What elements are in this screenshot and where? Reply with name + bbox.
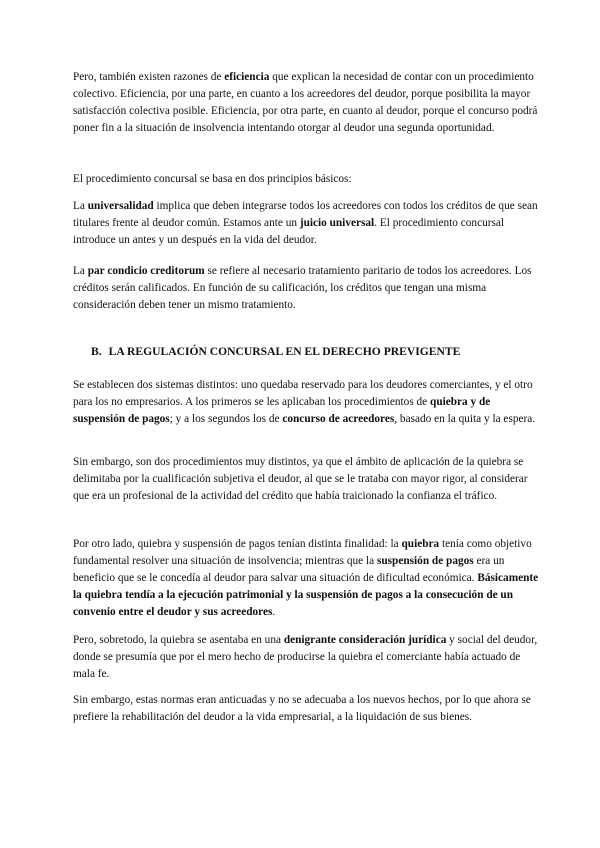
bold-term-quiebra-suspension: quiebra y de suspensión de pagos [73,396,491,425]
section-heading [91,343,551,360]
text: Pero, sobretodo, la quiebra se asentaba en una [73,634,284,646]
bold-term-suspension-pagos: suspensión de pagos [376,555,474,567]
bold-term-juicio-universal: juicio universal [299,217,375,229]
bold-term-denigrante: denigrante consideración jurídica [283,634,447,646]
paragraph-procedimientos [73,454,543,505]
paragraph-universalidad [73,198,543,249]
text: Pero, también existen razones de [73,71,225,83]
text: Sin embargo, estas normas eran anticuadas y no se adecuaba a los nuevos hechos, por lo que ahora se prefiere la rehabilitación del deudor a la vida empresarial, a la liquidación de sus bienes. [73,694,531,723]
bold-term-par-condicio: par condicio creditorum [87,265,205,277]
paragraph-denigrante [73,632,543,683]
text: Sin embargo, son dos procedimientos muy distintos, ya que el ámbito de aplicación de la quiebra se delimitaba por la cualificación subjetiva el deudor, al que se le trataba con mayor rigor, al considerar que era un profesional de la actividad del crédito que había traicionado la confianza el tráfico. [73,456,528,502]
bold-sentence-basicamente: Básicamente la quiebra tendía a la ejecución patrimonial y la suspensión de pagos a la consecución de un convenio entre el deudor y sus acreedores [73,572,539,618]
bold-term-quiebra: quiebra [401,538,440,550]
paragraph-normas [73,692,543,726]
text: La [73,265,88,277]
text: Se establecen dos sistemas distintos: uno quedaba reservado para los deudores comerciantes, y el otro para los no empresarios. A los primeros se les aplicaban los procedimientos de [73,379,533,408]
paragraph-sistemas [73,377,543,428]
paragraph-eficiencia [73,69,543,137]
text: Por otro lado, quiebra y suspensión de pagos tenían distinta finalidad: la [73,538,402,550]
text: tenía como objetivo fundamental resolver una situación de insolvencia; mientras que la [73,538,532,567]
bold-term-universalidad: universalidad [87,200,154,212]
text: y social del deudor, donde se presumía que por el mero hecho de producirse la quiebra el comerciante había actuado de mala fe. [73,634,538,680]
paragraph-par-condicio [73,263,543,314]
text: ; y a los segundos los de [169,413,283,425]
text: . [272,606,276,618]
text: La [73,200,88,212]
text: era un beneficio que se le concedía al deudor para salvar una situación de dificultad económica. [73,555,505,584]
text: , basado en la quita y la espera. [394,413,536,425]
text: implica que deben integrarse todos los acreedores con todos los créditos de que sean titulares frente al deudor común. Estamos ante un [73,200,538,229]
paragraph-finalidad [73,536,543,621]
section-letter: B. [91,345,102,358]
text: El procedimiento concursal se basa en dos principios básicos: [73,173,352,185]
bold-term-concurso: concurso de acreedores [282,413,395,425]
paragraph-principios [73,171,543,188]
section-title: LA REGULACIÓN CONCURSAL EN EL DERECHO PREVIGENTE [108,345,461,358]
text: se refiere al necesario tratamiento paritario de todos los acreedores. Los créditos serán calificados. En función de su calificación, los créditos que tengan una misma consideración deben tener un mismo tratamiento. [73,265,532,311]
text: . El procedimiento concursal introduce un antes y un después en la vida del deudor. [73,217,505,246]
bold-term-eficiencia: eficiencia [224,71,270,83]
text: que explican la necesidad de contar con un procedimiento colectivo. Eficiencia, por una parte, en cuanto a los acreedores del deudor, porque posibilita la mayor satisfacción colectiva posible. Eficiencia, por otra parte, en cuanto al deudor, porque el concurso podrá poner fin a la situación de insolvencia intentando otorgar al deudor una segunda oportunidad. [73,71,538,134]
